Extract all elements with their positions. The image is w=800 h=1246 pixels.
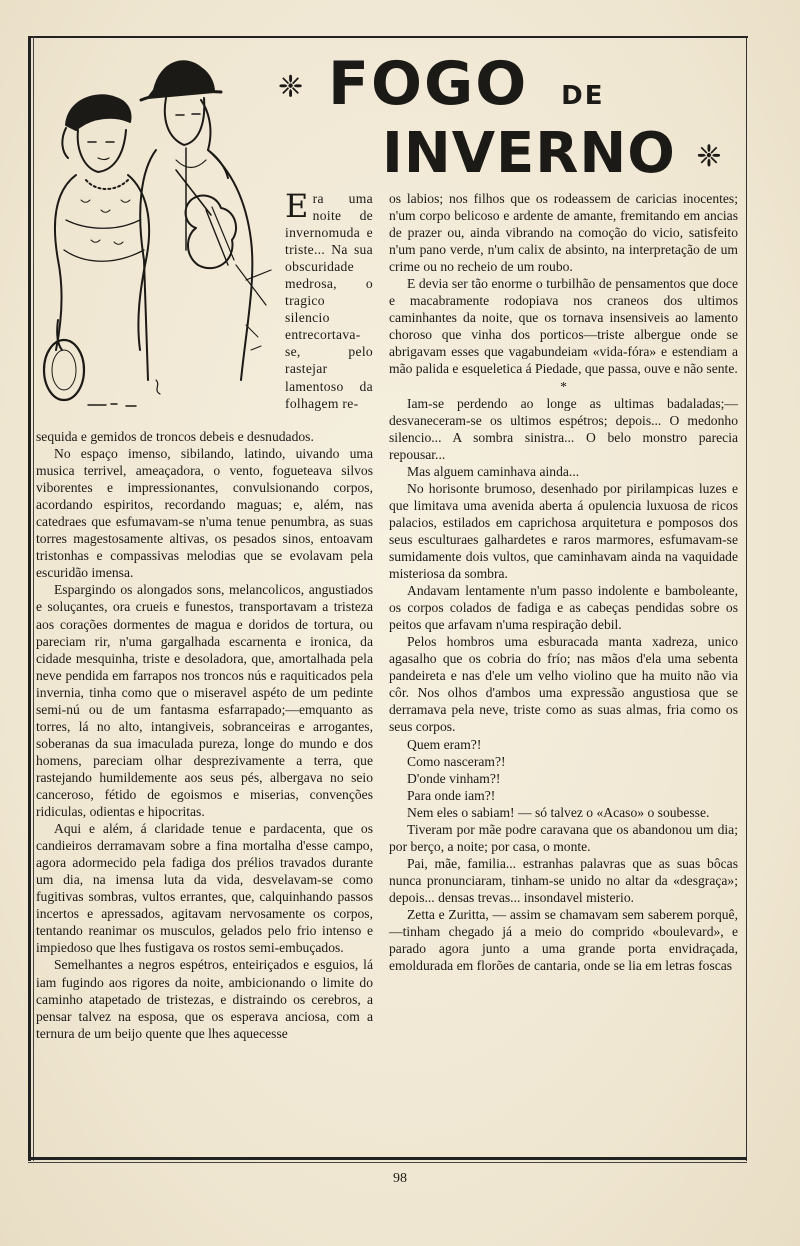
frame-top-rule: [28, 36, 748, 38]
paragraph: os labios; nos filhos que os rodeassem de caricias inocentes; n'um corpo belicoso e ardente de amante, fremitando em ancias de prazer ou, ainda vibrando na comoção do vicio, satisfeito n'um pano verde, n'um calix de absinto, na interpretação de um crime ou no recheio de um roubo.: [389, 191, 738, 275]
frame-left-inner-rule: [33, 36, 34, 1161]
paragraph: Iam-se perdendo ao longe as ultimas badaladas;—desvaneceram-se os ultimos espétros; depois... O medonho silencio... A sombra sinistra... O belo monstro parecia repousar...: [389, 395, 738, 462]
paragraph: E devia ser tão enorme o turbilhão de pensamentos que doce e macabramente rodopiava nos craneos dos ultimos caminhantes da noite, que os tornava insensiveis ao lamento choroso que vinha dos porticos—triste albergue onde se abrigavam esses que vagabundeiam «vida-fóra» e estendiam a mão palida e esqueletica á Piedade, que passa, ouve e não sente.: [389, 276, 738, 377]
title-line-1: [278, 49, 658, 119]
paragraph: Pelos hombros uma esburacada manta xadreza, unico agasalho que os cobria do frío; nas mãos d'ela uma sebenta pandeireta e nas d'ele um velho violino que ha muito não via côr. Nos olhos d'ambos uma expressão angustiosa que se derramava pela neve, triste como as suas almas, fria como os seus corpos.: [389, 634, 738, 735]
fleur-ornament-icon: ❈: [278, 69, 306, 105]
paragraph: D'onde vinham?!: [407, 770, 501, 786]
opening-text: ra uma noite de invernomuda e triste... Na sua obscuridade medrosa, o tragico silencio entrecortava-se, pelo rastejar lamentoso da folhagem re-: [285, 191, 373, 411]
paragraph: No espaço imenso, sibilando, latindo, uivando uma musica terrivel, ameaçadora, o vento, fogueteava silvos viborentes e impressionantes, convulsionando corpos, acordando espiritos, recordando maguas; e, além, nas catedraes que esfumavam-se n'uma tenue penumbra, as suas torres magestosamente altivas, os pesados sinos, entoavam tristonhas e compassivas melodias que se evolavam pela escuridão imensa.: [36, 446, 373, 581]
paragraph: Zetta e Zuritta, — assim se chamavam sem saberem porquê,—tinham chegado já a meio do comprido «boulevard», e parado agora junto a uma grande porta envidraçada, emoldurada em florões de cantaria, onde se lia em letras foscas: [389, 906, 738, 974]
paragraph: Como nasceram?!: [407, 753, 506, 769]
paragraph: Semelhantes a negros espétros, enteiriçados e esguios, lá iam fugindo aos rigores da noite, ambicionando o limite do caminho atapetado de tristezas, e distraindo os cerebros, a pensar talvez na esposa, que os esperava anciosa, com a ternura de um beijo quente que lhes aquecesse: [36, 957, 373, 1041]
paragraph: Pai, mãe, familia... estranhas palavras que as suas bôcas nunca pronunciaram, tinham-se unido no altar da «desgraça»; depois... densas trevas... insondavel misterio.: [389, 855, 738, 905]
couple-illustration-icon: [36, 50, 286, 430]
paragraph: Espargindo os alongados sons, melancolicos, angustiados e soluçantes, ora crueis e funestos, transportavam a tristeza aos corações dormentes de magua e doridos de tortura, ou pareciam rir, n'uma gargalhada escarnenta e ironica, da cidade mesquinha, triste e desoladora, que, amortalhada pela neve pendida em farrapos nos troncos nús e raquiticados pela invernia, tinha como que o miseravel aspéto de um pedinte semi-nú ou de um fantasma esfarrapado;—emquanto as torres, lá no alto, intangiveis, sobranceiras e arrogantes, soberanas da sua imaculada pureza, longe do mundo e dos homens, pareciam olhar desprezivamente a terra, que rastejando humildemente aos seus pés, albergava no seio canceroso, fétido de egoismos e miserias, convenções ridiculas, odientas e hipocritas.: [36, 582, 373, 820]
frame-left-rule: [28, 36, 31, 1161]
paragraph: Mas alguem caminhava ainda...: [407, 463, 580, 479]
narrow-column: [285, 187, 373, 412]
paragraph: Andavam lentamente n'um passo indolente e bamboleante, os corpos colados de fadiga e as cabeças pendidas sobre os peitos que arfavam n'uma respiração debil.: [389, 583, 738, 633]
paragraph: sequida e gemidos de troncos debeis e desnudados.: [36, 429, 314, 444]
title-word-inverno: INVERNO: [382, 121, 676, 186]
title-line-2: [382, 121, 723, 186]
right-column: [389, 190, 738, 974]
left-column: [36, 428, 373, 1042]
opening-paragraph: [285, 187, 373, 412]
paragraph: Quem eram?!: [407, 736, 482, 752]
frame-bottom-inner-rule: [28, 1162, 747, 1163]
paragraph: Tiveram por mãe podre caravana que os abandonou um dia; por berço, a noite; por casa, o monte.: [389, 821, 738, 854]
paragraph: Nem eles o sabiam! — só talvez o «Acaso» o soubesse.: [407, 804, 710, 820]
fleur-ornament-icon: ❈: [696, 138, 723, 174]
title-word-fogo: FOGO: [328, 49, 529, 119]
paragraph: No horisonte brumoso, desenhado por pirilampicas luzes e que limitava uma avenida aberta á opulencia luxuosa de ricos palacios, estilados em caprichosa arquitetura e pomposos dos seus esculturaes galhardetes e raros marmores, esfumavam-se sumidamente dois vultos, que caminhavam ainda na vaquidade misteriosa da sombra.: [389, 480, 738, 582]
section-divider: *: [560, 378, 567, 394]
frame-right-rule: [746, 36, 747, 1161]
frame-bottom-rule: [28, 1157, 747, 1160]
title-word-de: DE: [561, 81, 605, 111]
page-number: 98: [393, 1171, 407, 1186]
paragraph: Para onde iam?!: [407, 787, 496, 803]
paragraph: Aqui e além, á claridade tenue e pardacenta, que os candieiros derramavam sobre a fina mortalha d'esse campo, agora adormecido pela fadiga dos prélios travados durante um dia, na imensa luta da vida, desvelavam-se como fugitivas sombras, vultos errantes, que, calquinhando passos incertos e apressados, agitavam nervosamente os corpos, tentando reanimar os musculos, gelados pelo frio intenso e impiedoso que lhes fustigava os rostos semi-embuçados.: [36, 821, 373, 956]
drop-cap: E: [285, 187, 309, 225]
